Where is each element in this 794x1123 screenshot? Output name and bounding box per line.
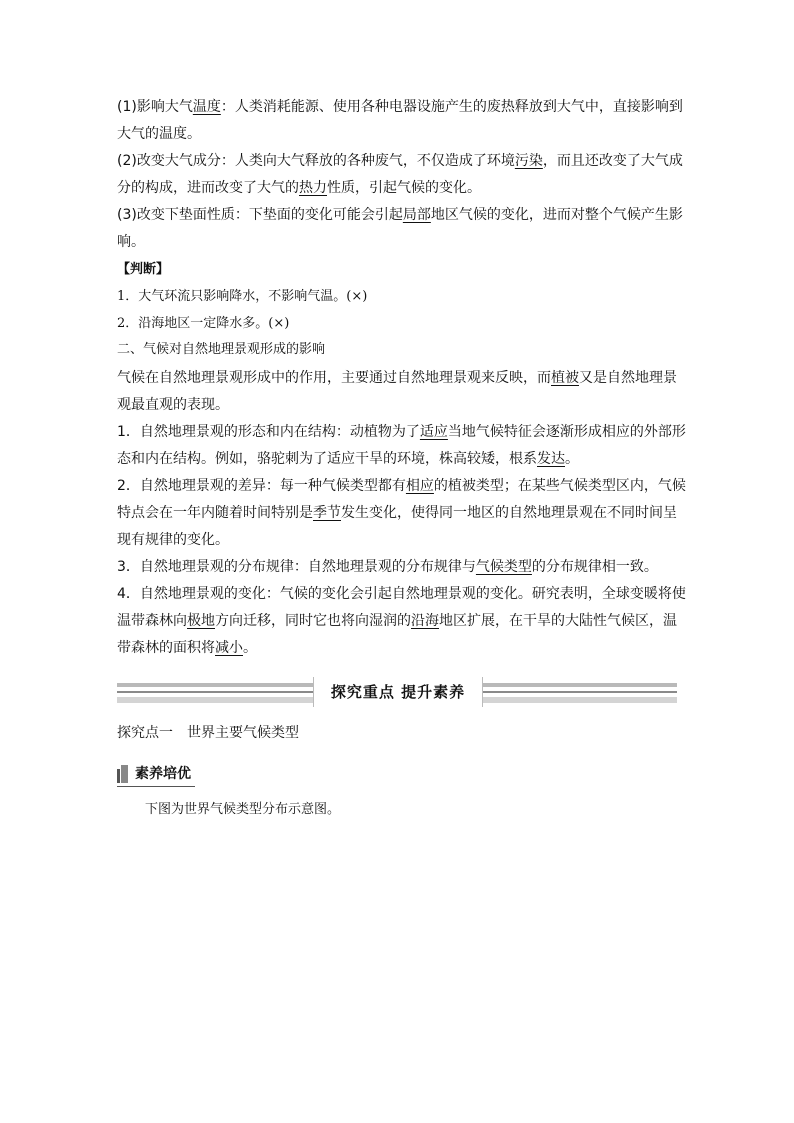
text: 探究点一 世界主要气候类型 xyxy=(117,725,299,741)
text: 分的构成，进而改变了大气的 xyxy=(117,180,299,196)
judge-q1 xyxy=(117,287,367,307)
underlined-term: 适应 xyxy=(419,424,448,440)
figure-caption xyxy=(145,800,340,820)
item4-line1 xyxy=(117,584,686,604)
section-banner xyxy=(117,677,677,707)
item1-line1 xyxy=(117,422,686,442)
item3-line1 xyxy=(117,557,658,577)
text: (1)影响大气 xyxy=(117,99,193,115)
text: 。 xyxy=(565,451,579,467)
text: 发生变化，使得同一地区的自然地理景观在不同时间呈 xyxy=(341,505,677,521)
item4-line3 xyxy=(117,638,257,658)
underlined-term: 沿海 xyxy=(411,613,439,629)
text: 响。 xyxy=(117,234,145,250)
para2-line2 xyxy=(117,178,481,198)
banner-title: 探究重点 提升素养 xyxy=(330,683,466,701)
para3-line2 xyxy=(117,232,145,252)
text: 1．大气环流只影响降水，不影响气温。(×) xyxy=(117,289,368,304)
lead-text: 1．自然地理景观的形态和内在结构： xyxy=(117,424,350,440)
text: 自然地理景观的分布规律与 xyxy=(307,559,476,575)
literacy-tag xyxy=(117,764,195,784)
para1-line2 xyxy=(117,124,201,144)
explore-point-title xyxy=(117,723,299,743)
text: 下图为世界气候类型分布示意图。 xyxy=(145,802,341,817)
text: 气候的变化会引起自然地理景观的变化。研究表明，全球变暖将使 xyxy=(279,586,686,602)
item2-line2 xyxy=(117,503,677,523)
underlined-term: 极地 xyxy=(187,613,215,629)
text: 观最直观的表现。 xyxy=(117,397,229,413)
para1-line1 xyxy=(117,97,683,117)
text: 带森林的面积将 xyxy=(117,640,215,656)
text: 二、气候对自然地理景观形成的影响 xyxy=(117,342,326,357)
text: 地区扩展，在干旱的大陆性气候区，温 xyxy=(439,613,677,629)
text: 当地气候特征会逐渐形成相应的外部形 xyxy=(447,424,686,440)
underlined-term: 温度 xyxy=(192,99,221,115)
text: (3)改变下垫面性质：下垫面的变化可能会引起 xyxy=(117,207,403,223)
para3-line1 xyxy=(117,205,683,225)
item2-line3 xyxy=(117,530,229,550)
underlined-term: 季节 xyxy=(313,505,341,521)
text: 又是自然地理景 xyxy=(579,370,677,386)
lead-text: 3．自然地理景观的分布规律： xyxy=(117,559,308,575)
text: 动植物为了 xyxy=(349,424,420,440)
text: 温带森林向 xyxy=(117,613,187,629)
text: 性质，引起气候的变化。 xyxy=(327,180,481,196)
section2-heading xyxy=(117,340,325,360)
underlined-term: 发达 xyxy=(537,451,565,467)
section2-intro-line2 xyxy=(117,395,229,415)
text: ：人类消耗能源、使用各种电器设施产生的废热释放到大气中，直接影响到 xyxy=(220,99,683,115)
judge-q2 xyxy=(117,314,289,334)
para2-line1 xyxy=(117,151,683,171)
text: 的植被类型；在某些气候类型区内，气候 xyxy=(433,478,686,494)
text: 现有规律的变化。 xyxy=(117,532,229,548)
text: 特点会在一年内随着时间特别是 xyxy=(117,505,313,521)
item2-line1 xyxy=(117,476,686,496)
text: 地区气候的变化，进而对整个气候产生影 xyxy=(430,207,683,223)
underlined-term: 污染 xyxy=(514,153,543,169)
item4-line2 xyxy=(117,611,677,631)
judge-heading xyxy=(117,260,169,280)
item1-line2 xyxy=(117,449,579,469)
text: 方向迁移，同时它也将向湿润的 xyxy=(215,613,411,629)
underlined-term: 减小 xyxy=(215,640,243,656)
underlined-term: 热力 xyxy=(299,180,327,196)
text: 的分布规律相一致。 xyxy=(531,559,658,575)
text: 态和内在结构。例如，骆驼刺为了适应干旱的环境，株高较矮，根系 xyxy=(117,451,537,467)
banner-center-box xyxy=(313,677,483,707)
text: 大气的温度。 xyxy=(117,126,201,142)
tag-underline xyxy=(117,786,195,787)
text: 2．沿海地区一定降水多。(×) xyxy=(117,316,290,331)
text: ，而且还改变了大气成 xyxy=(542,153,683,169)
text: 。 xyxy=(243,640,257,656)
underlined-term: 气候类型 xyxy=(475,559,532,575)
bookmark-flag-icon xyxy=(117,765,129,783)
section2-intro-line1 xyxy=(117,368,677,388)
underlined-term: 植被 xyxy=(551,370,579,386)
tag-label: 素养培优 xyxy=(135,766,191,782)
text: (2)改变大气成分：人类向大气释放的各种废气，不仅造成了环境 xyxy=(117,153,515,169)
lead-text: 2．自然地理景观的差异： xyxy=(117,478,280,494)
text: 气候在自然地理景观形成中的作用，主要通过自然地理景观来反映，而 xyxy=(117,370,551,386)
text: 每一种气候类型都有 xyxy=(279,478,406,494)
text: 【判断】 xyxy=(117,262,170,277)
underlined-term: 局部 xyxy=(402,207,431,223)
lead-text: 4．自然地理景观的变化： xyxy=(117,586,280,602)
underlined-term: 相应 xyxy=(405,478,434,494)
